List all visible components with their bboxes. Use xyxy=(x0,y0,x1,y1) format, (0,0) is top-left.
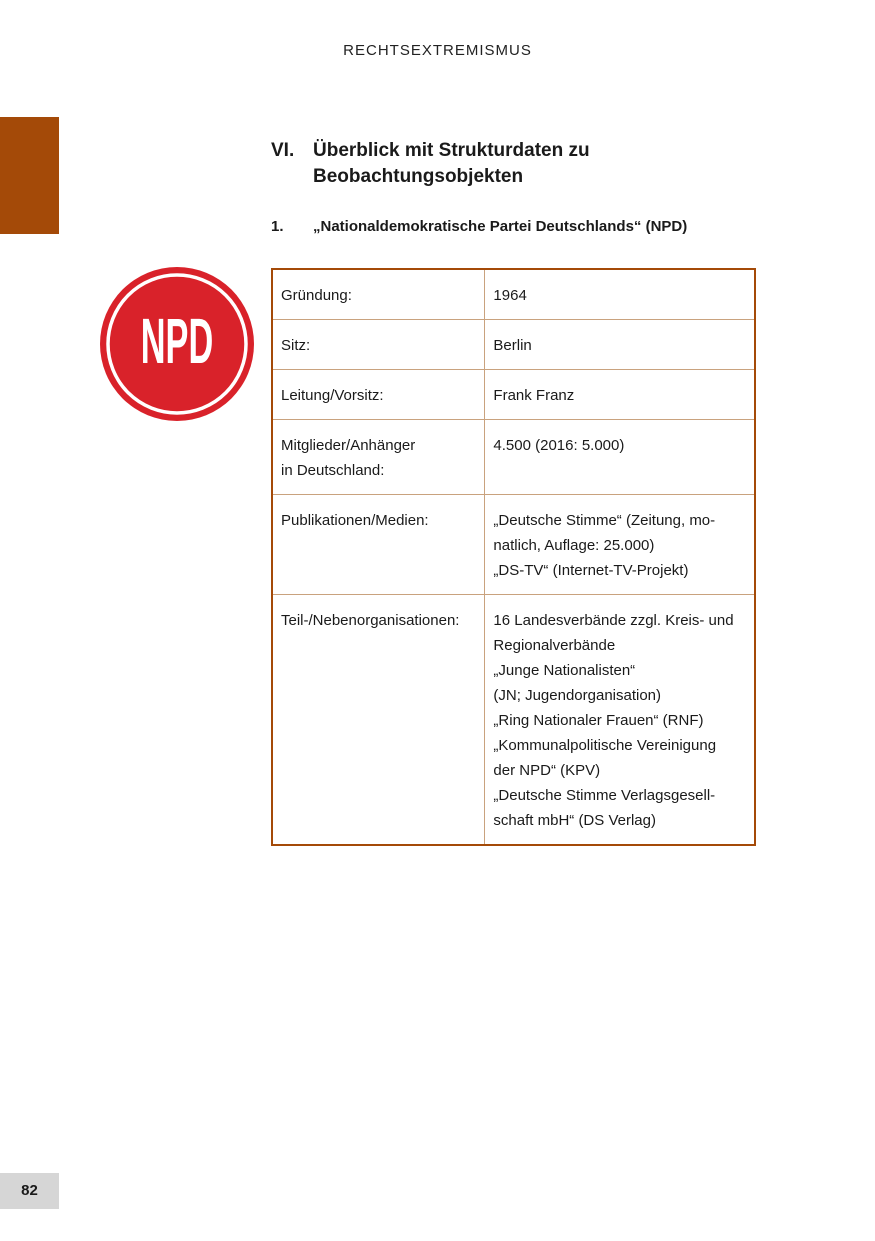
running-title: RECHTSEXTREMISMUS xyxy=(343,42,532,59)
subsection-number: 1. xyxy=(271,218,284,235)
row-label-line: Leitung/Vorsitz: xyxy=(281,387,384,404)
row-label-line: Publikationen/Medien: xyxy=(281,512,429,529)
page-number: 82 xyxy=(0,1173,59,1209)
row-value xyxy=(485,595,755,846)
table-row xyxy=(272,370,755,420)
row-label xyxy=(272,595,485,846)
row-label-line: Mitglieder/Anhänger xyxy=(281,437,416,454)
table-row xyxy=(272,495,755,595)
row-label xyxy=(272,495,485,595)
row-label-line: Teil-/Nebenorganisationen: xyxy=(281,612,460,629)
table-row xyxy=(272,269,755,320)
row-value xyxy=(485,420,755,495)
row-value-line: „Kommunalpolitische Vereinigung xyxy=(493,737,717,754)
row-value-line: 1964 xyxy=(493,287,527,304)
row-value-line: „Junge Nationalisten“ xyxy=(493,662,636,679)
row-value-line: „Deutsche Stimme Verlagsgesell- xyxy=(493,787,716,804)
row-value-line: schaft mbH“ (DS Verlag) xyxy=(493,812,656,829)
row-value-line: (JN; Jugendorganisation) xyxy=(493,687,662,704)
chapter-tab-marker xyxy=(0,117,59,234)
row-label xyxy=(272,370,485,420)
npd-logo-graphic xyxy=(99,266,255,422)
row-label xyxy=(272,320,485,370)
table-row xyxy=(272,420,755,495)
row-label-line: in Deutschland: xyxy=(281,462,385,479)
row-value xyxy=(485,370,755,420)
row-label-line: Gründung: xyxy=(281,287,352,304)
party-data-table xyxy=(271,268,756,846)
row-value-line: Regionalverbände xyxy=(493,637,616,654)
row-value-line: der NPD“ (KPV) xyxy=(493,762,601,779)
table-row xyxy=(272,320,755,370)
section-heading xyxy=(271,138,741,190)
row-value-line: Berlin xyxy=(493,337,532,354)
row-label-line: Sitz: xyxy=(281,337,311,354)
row-value-line: natlich, Auflage: 25.000) xyxy=(493,537,655,554)
npd-logo xyxy=(99,266,255,422)
section-title-line-1: Überblick mit Strukturdaten zu xyxy=(313,140,590,161)
npd-logo-text: NPD xyxy=(140,305,214,377)
row-value xyxy=(485,269,755,320)
row-label xyxy=(272,269,485,320)
table-row xyxy=(272,595,755,846)
row-value-line: 4.500 (2016: 5.000) xyxy=(493,437,625,454)
section-number: VI. xyxy=(271,140,295,161)
row-value-line: Frank Franz xyxy=(493,387,575,404)
row-value xyxy=(485,495,755,595)
subsection-heading xyxy=(271,218,751,235)
row-value-line: „Ring Nationaler Frauen“ (RNF) xyxy=(493,712,704,729)
row-value xyxy=(485,320,755,370)
row-value-line: „Deutsche Stimme“ (Zeitung, mo- xyxy=(493,512,716,529)
section-title-line-2: Beobachtungsobjekten xyxy=(313,166,524,187)
row-label xyxy=(272,420,485,495)
row-value-line: „DS-TV“ (Internet-TV-Projekt) xyxy=(493,562,689,579)
row-value-line: 16 Landesverbände zzgl. Kreis- und xyxy=(493,612,734,629)
subsection-title: „Nationaldemokratische Partei Deutschlands“ (NPD) xyxy=(313,218,688,235)
party-data-table-body xyxy=(272,269,755,845)
